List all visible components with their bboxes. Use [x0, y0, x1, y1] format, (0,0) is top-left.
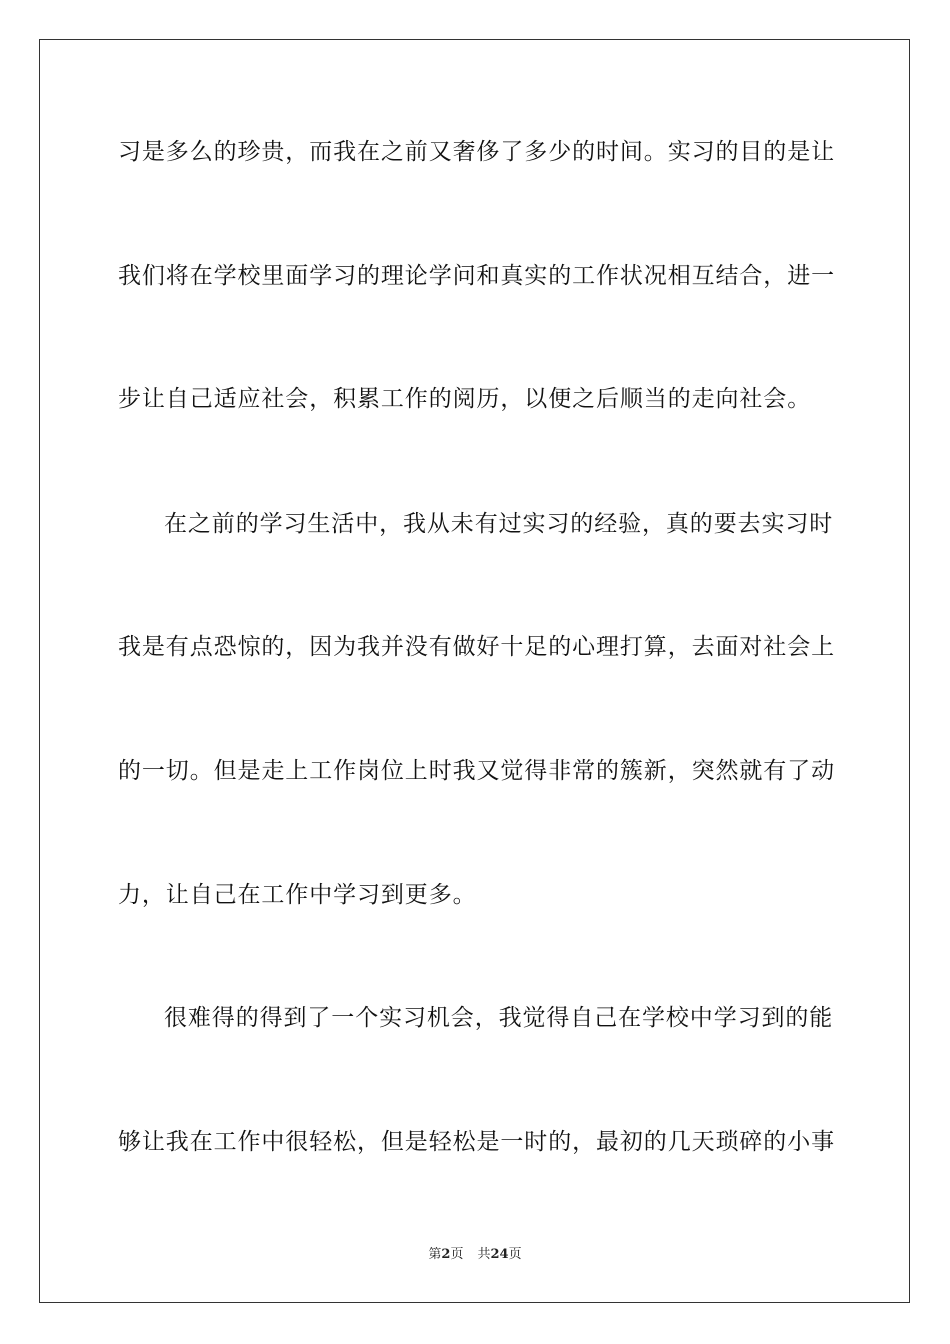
page-number: 2 — [441, 1247, 451, 1262]
page-suffix: 页 — [450, 1247, 464, 1262]
total-suffix: 页 — [508, 1247, 522, 1262]
text-line: 步让自己适应社会，积累工作的阅历，以便之后顺当的走向社会。 — [118, 386, 812, 412]
text-line: 的一切。但是走上工作岗位上时我又觉得非常的簇新，突然就有了动 — [118, 758, 835, 784]
text-line: 我们将在学校里面学习的理论学问和真实的工作状况相互结合，进一 — [118, 263, 835, 289]
paragraph-first-line: 很难得的得到了一个实习机会，我觉得自己在学校中学习到的能 — [164, 1005, 834, 1031]
text-line: 力，让自己在工作中学习到更多。 — [118, 882, 477, 908]
page-border — [39, 39, 910, 1303]
text-line: 我是有点恐惊的，因为我并没有做好十足的心理打算，去面对社会上 — [118, 634, 835, 660]
page-prefix: 第 — [428, 1247, 442, 1262]
paragraph-first-line: 在之前的学习生活中，我从未有过实习的经验，真的要去实习时 — [164, 511, 834, 537]
total-prefix: 共 — [477, 1247, 491, 1262]
text-line: 够让我在工作中很轻松，但是轻松是一时的，最初的几天琐碎的小事 — [118, 1129, 835, 1155]
text-line: 习是多么的珍贵，而我在之前又奢侈了多少的时间。实习的目的是让 — [118, 139, 835, 165]
page-footer — [0, 1247, 950, 1263]
total-pages: 24 — [490, 1247, 509, 1262]
